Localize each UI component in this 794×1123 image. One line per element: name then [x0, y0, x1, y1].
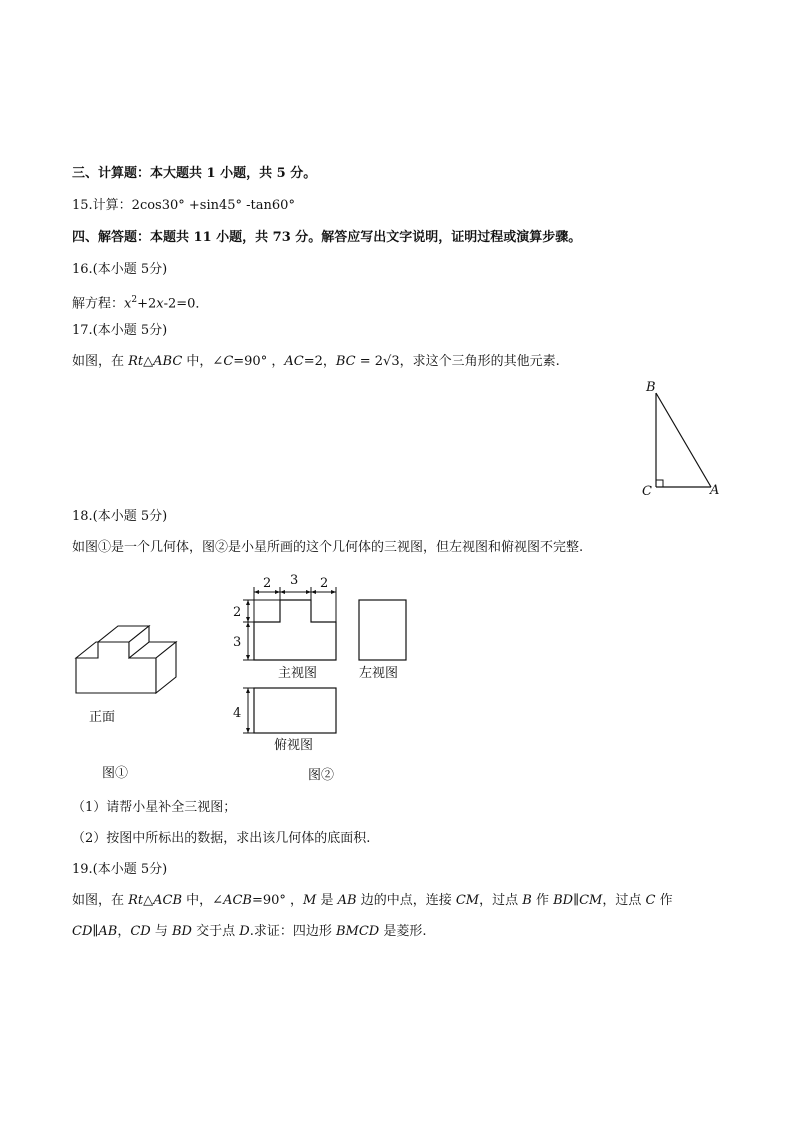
question-18-text: 如图①是一个几何体，图②是小星所画的这个几何体的三视图，但左视图和俯视图不完整. — [72, 540, 584, 555]
section3-heading: 三、计算题：本大题共 1 小题，共 5 分。 — [72, 166, 317, 181]
left-view-label: 左视图 — [359, 666, 399, 681]
q19-l1e: =90° ， — [251, 893, 304, 908]
q19-l1g: 是 — [316, 893, 338, 908]
q17-t1: 如图，在 — [72, 354, 129, 369]
q16-sup: 2 — [131, 295, 138, 305]
main-view-label: 主视图 — [278, 666, 318, 681]
q19-l1k: ，过点 — [479, 893, 523, 908]
q19-l1c: 中，∠ — [182, 893, 224, 908]
q17-t3: 中，∠ — [182, 354, 224, 369]
arrow — [311, 590, 316, 594]
top-view-outline — [254, 688, 336, 733]
q19-l1o: ∥ — [573, 893, 580, 908]
q19-l1a: 如图，在 — [72, 893, 129, 908]
dim-label-h2: 2 — [233, 605, 242, 620]
arrow — [254, 590, 259, 594]
q16-var2: x — [156, 296, 164, 312]
vertex-c-label: C — [642, 484, 652, 499]
solid-3d-figure — [70, 618, 185, 698]
q16-var: x — [124, 296, 132, 312]
arrow — [246, 728, 250, 733]
q17-t8: BC — [335, 354, 356, 369]
front-label: 正面 — [89, 710, 116, 725]
q19-l1m: 作 — [531, 893, 554, 908]
q17-t9: = 2√3 — [355, 354, 400, 369]
dim-label-2b: 2 — [320, 576, 329, 591]
question-18-part1: （1）请帮小星补全三视图； — [72, 800, 237, 815]
q19-l1d: ACB — [223, 893, 252, 908]
dim-label-2a: 2 — [263, 576, 272, 591]
question-19-line2 — [72, 923, 426, 941]
main-view-outline — [254, 600, 336, 660]
q17-t2: Rt△ABC — [128, 354, 183, 369]
arrow — [306, 590, 311, 594]
q16-eq2: +2 — [137, 296, 157, 312]
question-15: 15.计算：2cos30° +sin45° -tan60° — [72, 198, 295, 213]
q19-l1s: 作 — [655, 893, 673, 908]
q19-l1i: 边的中点，连接 — [356, 893, 456, 908]
arrow — [246, 617, 250, 622]
question-18-number: 18.(本小题 5分) — [72, 509, 168, 524]
q19-l2f: 与 — [150, 924, 172, 939]
q19-l2e: CD — [130, 924, 151, 939]
q19-l2j: .求证：四边形 — [249, 924, 336, 939]
q19-l2b: ∥ — [92, 924, 99, 939]
q19-l1j: CM — [455, 893, 480, 908]
q17-t6: AC — [284, 354, 304, 369]
q16-prefix: 解方程： — [72, 296, 125, 312]
vertex-a-label: A — [710, 483, 720, 498]
arrow — [246, 688, 250, 693]
q19-l1f: M — [303, 893, 317, 908]
question-17-number: 17.(本小题 5分) — [72, 323, 168, 338]
arrow — [331, 590, 336, 594]
q17-t10: ，求这个三角形的其他元素. — [399, 354, 560, 369]
arrow — [246, 600, 250, 605]
figure1-caption: 图① — [102, 766, 129, 781]
q19-l1p: CM — [579, 893, 603, 908]
q19-l1h: AB — [337, 893, 357, 908]
question-16-number: 16.(本小题 5分) — [72, 262, 168, 277]
left-view-outline — [359, 600, 406, 660]
triangle-figure — [636, 375, 726, 500]
figure2-caption: 图② — [308, 768, 335, 783]
q19-l2i: D — [239, 924, 250, 939]
dim-label-h3: 3 — [233, 635, 242, 650]
question-19-number: 19.(本小题 5分) — [72, 862, 168, 877]
q19-l2c: AB — [98, 924, 118, 939]
dim-label-h4: 4 — [233, 706, 242, 721]
q17-t7: =2， — [303, 354, 336, 369]
q19-l2d: ， — [117, 924, 131, 939]
arrow — [275, 590, 280, 594]
arrow — [246, 622, 250, 627]
q19-l1q: ，过点 — [602, 893, 646, 908]
arrow — [246, 655, 250, 660]
three-views-figure — [226, 570, 416, 753]
arrow — [280, 590, 285, 594]
q19-l2h: 交于点 — [191, 924, 240, 939]
dim-label-3: 3 — [290, 573, 299, 588]
q16-eq4: -2=0． — [163, 296, 209, 312]
q19-l1b: Rt△ACB — [128, 893, 183, 908]
q19-l1r: C — [645, 893, 656, 908]
right-angle-mark — [656, 480, 663, 487]
q19-l2l: 是菱形. — [379, 924, 427, 939]
top-view-label: 俯视图 — [274, 738, 314, 753]
question-18-part2: （2）按图中所标出的数据，求出该几何体的底面积. — [72, 831, 371, 846]
q17-t4: C — [223, 354, 234, 369]
question-16-text — [72, 291, 208, 313]
q19-l1l: B — [522, 893, 532, 908]
question-17-text — [72, 353, 560, 371]
q17-t5: =90° ， — [233, 354, 285, 369]
question-19-line1 — [72, 892, 673, 910]
section4-heading: 四、解答题：本题共 11 小题，共 73 分。解答应写出文字说明，证明过程或演算步骤。 — [72, 230, 582, 245]
q19-l2a: CD — [72, 924, 93, 939]
q19-l1n: BD — [553, 893, 574, 908]
q19-l2g: BD — [172, 924, 192, 939]
vertex-b-label: B — [646, 380, 656, 395]
q19-l2k: BMCD — [335, 924, 380, 939]
side-ab — [656, 393, 711, 487]
